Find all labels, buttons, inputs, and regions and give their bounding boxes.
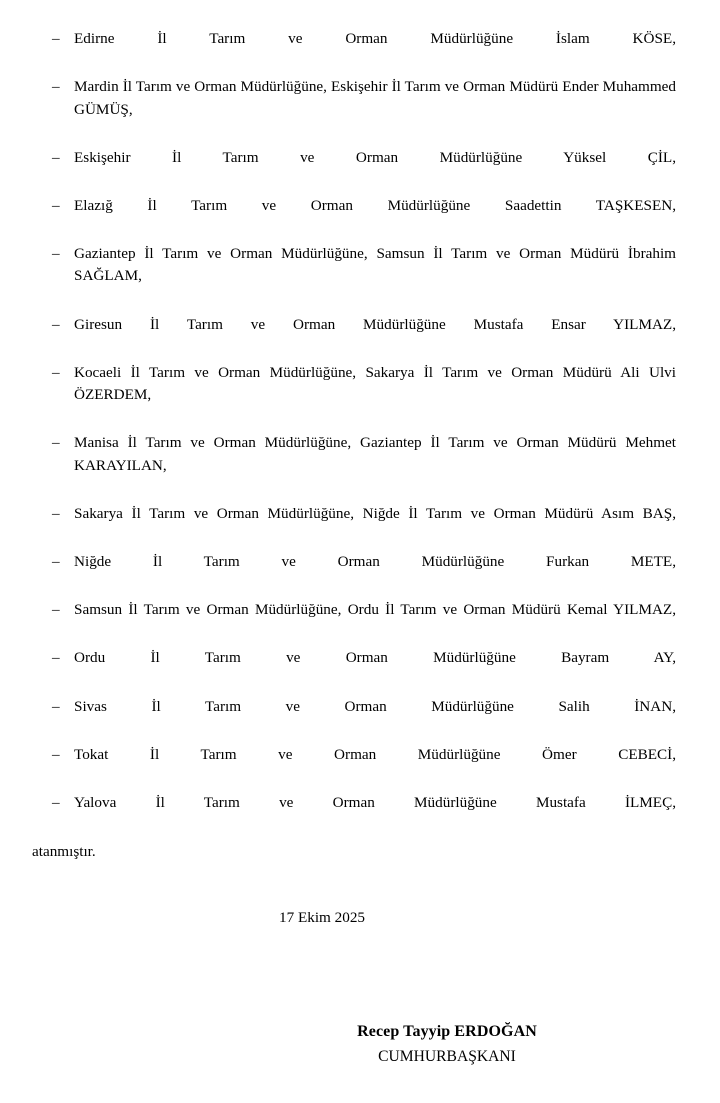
list-item-text: Edirne İl Tarım ve Orman Müdürlüğüne İslam KÖSE,	[74, 30, 676, 47]
signature-name: Recep Tayyip ERDOĞAN	[357, 1023, 537, 1041]
bullet-dash: –	[52, 504, 60, 522]
bullet-dash: –	[52, 315, 60, 333]
bullet-dash: –	[52, 196, 60, 214]
appointment-list	[28, 28, 676, 837]
list-item-text: Sivas İl Tarım ve Orman Müdürlüğüne Salih İNAN,	[74, 697, 676, 715]
list-item	[28, 503, 676, 548]
list-item	[28, 195, 676, 240]
list-item-text: Samsun İl Tarım ve Orman Müdürlüğüne, Ordu İl Tarım ve Orman Müdürü Kemal YILMAZ,	[74, 601, 676, 619]
bullet-dash: –	[52, 245, 60, 263]
list-item	[28, 792, 676, 837]
list-item	[28, 647, 676, 692]
list-item-text: Elazığ İl Tarım ve Orman Müdürlüğüne Saadettin TAŞKESEN,	[74, 196, 676, 214]
bullet-dash: –	[52, 363, 60, 381]
list-item	[28, 28, 676, 73]
list-item	[28, 744, 676, 789]
list-item-text: Manisa İl Tarım ve Orman Müdürlüğüne, Gaziantep İl Tarım ve Orman Müdürü Mehmet KARAYILAN,	[74, 434, 676, 474]
list-item-text: Sakarya İl Tarım ve Orman Müdürlüğüne, Niğde İl Tarım ve Orman Müdürü Asım BAŞ,	[74, 504, 676, 522]
list-item	[28, 432, 676, 499]
bullet-dash: –	[52, 553, 60, 571]
list-item	[28, 696, 676, 741]
list-item-text: Kocaeli İl Tarım ve Orman Müdürlüğüne, Sakarya İl Tarım ve Orman Müdürü Ali Ulvi ÖZERDEM,	[74, 363, 676, 404]
list-item-text: Mardin İl Tarım ve Orman Müdürlüğüne, Eskişehir İl Tarım ve Orman Müdürü Ender Muhammed GÜMÜŞ,	[74, 78, 676, 118]
list-item	[28, 76, 676, 143]
list-item-text: Niğde İl Tarım ve Orman Müdürlüğüne Furkan METE,	[74, 553, 676, 571]
signature-block	[28, 1023, 676, 1066]
list-item-text: Gaziantep İl Tarım ve Orman Müdürlüğüne, Samsun İl Tarım ve Orman Müdürü İbrahim SAĞLAM,	[74, 245, 676, 285]
bullet-dash: –	[52, 601, 60, 619]
bullet-dash: –	[52, 794, 60, 811]
list-item	[28, 551, 676, 596]
bullet-dash: –	[52, 697, 60, 715]
list-item-text: Giresun İl Tarım ve Orman Müdürlüğüne Mustafa Ensar YILMAZ,	[74, 315, 676, 333]
bullet-dash: –	[52, 649, 60, 667]
list-item-text: Ordu İl Tarım ve Orman Müdürlüğüne Bayram AY,	[74, 649, 676, 667]
list-item	[28, 147, 676, 192]
bullet-dash: –	[52, 434, 60, 452]
list-item	[28, 599, 676, 644]
list-item	[28, 362, 676, 429]
list-item-text: Yalova İl Tarım ve Orman Müdürlüğüne Mustafa İLMEÇ,	[74, 794, 676, 811]
list-item-text: Eskişehir İl Tarım ve Orman Müdürlüğüne Yüksel ÇİL,	[74, 148, 676, 166]
list-item-text: Tokat İl Tarım ve Orman Müdürlüğüne Ömer CEBECİ,	[74, 745, 676, 763]
bullet-dash: –	[52, 78, 60, 96]
document-date: 17 Ekim 2025	[278, 909, 366, 927]
signature-title: CUMHURBAŞKANI	[378, 1048, 516, 1066]
closing-word: atanmıştır.	[32, 842, 96, 860]
bullet-dash: –	[52, 30, 60, 47]
bullet-dash: –	[52, 148, 60, 166]
list-item	[28, 243, 676, 310]
list-item	[28, 314, 676, 359]
bullet-dash: –	[52, 745, 60, 763]
